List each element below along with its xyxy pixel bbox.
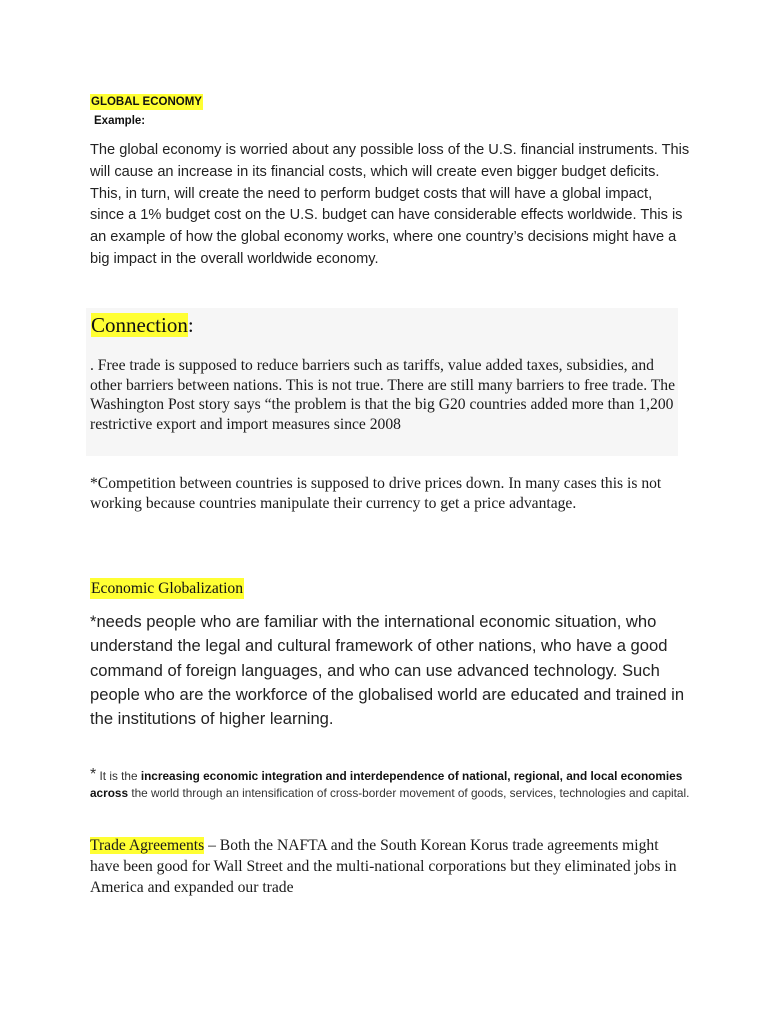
connection-heading — [90, 310, 195, 340]
free-trade-paragraph: . Free trade is supposed to reduce barriers such as tariffs, value added taxes, subsidies, and other barriers between nations. This is not true. There are still many barriers to free trade. The Washington Post story says “the problem is that the big G20 countries added more than 1,200 restrictive export and import measures since 2008 — [90, 357, 675, 433]
workforce-paragraph: *needs people who are familiar with the international economic situation, who understand the legal and cultural framework of other nations, who have a good command of foreign languages, and who can use advanced technology. Such people who are the workforce of the globalised world are educated and trained in the institutions of higher learning. — [90, 612, 685, 729]
global-economy-heading: GLOBAL ECONOMY — [91, 96, 202, 108]
definition-lead: It is the — [96, 769, 141, 783]
global-economy-paragraph: The global economy is worried about any possible loss of the U.S. financial instruments. This will cause an increase in its financial costs, which will create even bigger budget deficits. This, in turn, will create the need to perform budget costs that will have a global impact, since a 1% budget cost on the U.S. budget can have considerable effects worldwide. This is an example of how the global economy works, where one country’s decisions might have a big impact in the overall worldwide economy. — [90, 142, 690, 267]
definition-tail: the world through an intensification of cross-border movement of goods, services, technologies and capital. — [128, 786, 690, 800]
connection-heading-colon: : — [187, 313, 194, 337]
definition-paragraph — [90, 766, 690, 802]
definition-asterisk: * — [90, 766, 97, 783]
competition-paragraph: *Competition between countries is supposed to drive prices down. In many cases this is not working because countries manipulate their currency to get a price advantage. — [90, 475, 662, 512]
economic-globalization-heading: Economic Globalization — [91, 580, 243, 597]
trade-agreements-paragraph — [90, 835, 690, 899]
example-subheading: Example: — [94, 115, 146, 127]
trade-agreements-text: – Both the NAFTA and the South Korean Korus trade agreements might have been good for Wall Street and the multi-national corporations but they eliminated jobs in America and expanded our trade — [90, 837, 677, 897]
definition-bold-text: increasing economic integration and interdependence of national, regional, and local economies across — [90, 769, 683, 800]
trade-agreements-heading: Trade Agreements — [90, 837, 205, 854]
connection-heading-text: Connection — [91, 313, 188, 337]
